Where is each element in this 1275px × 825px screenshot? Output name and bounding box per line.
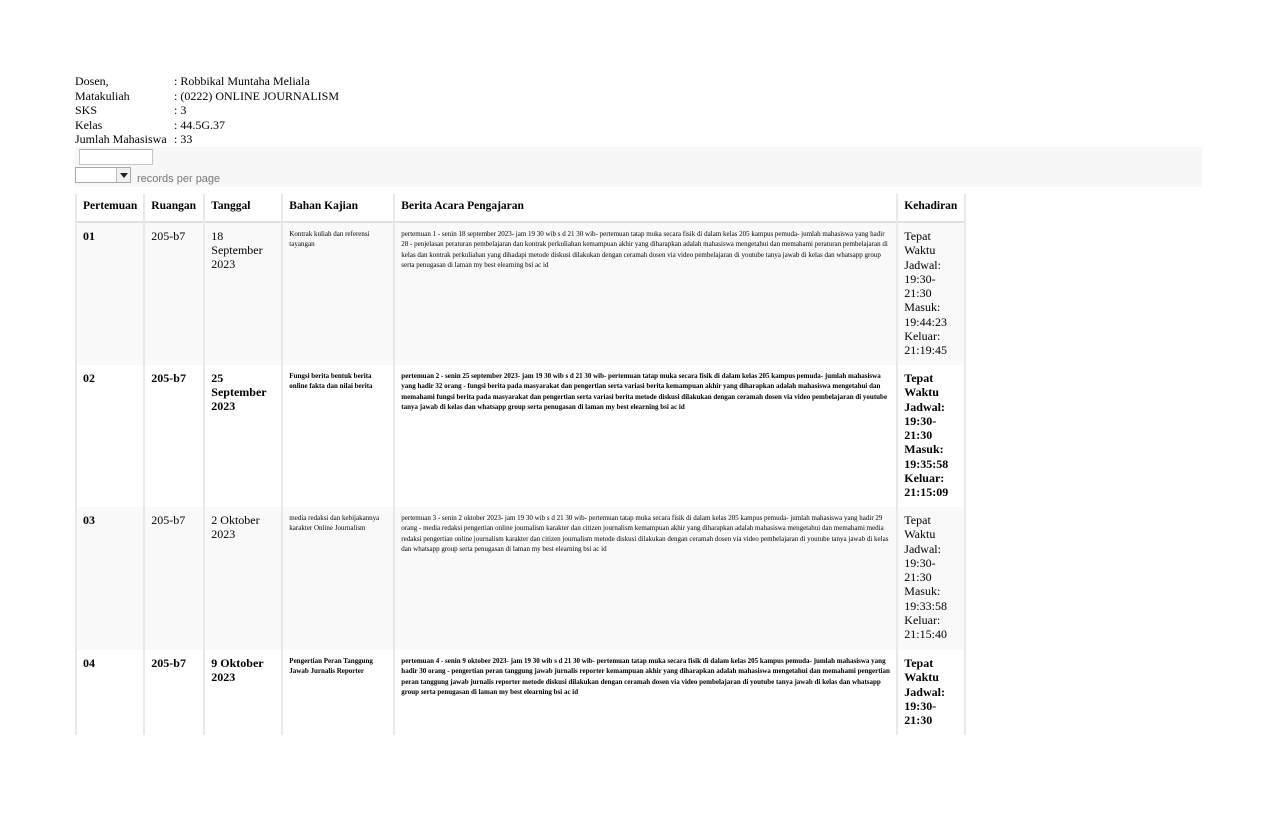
jumlah-mahasiswa-value: : 33 xyxy=(174,132,193,146)
cell-ruangan: 205-b7 xyxy=(145,223,203,365)
matakuliah-value: : (0222) ONLINE JOURNALISM xyxy=(174,88,339,103)
chevron-down-icon[interactable] xyxy=(116,168,130,182)
table-row xyxy=(77,223,964,365)
cell-bahan-kajian: media redaksi dan kebijakannya karakter Online Journalism xyxy=(283,507,393,650)
cell-pertemuan: 03 xyxy=(77,507,143,650)
kelas-value: : 44.5G.37 xyxy=(174,117,225,132)
cell-bahan-kajian: Fungsi berita bentuk berita online fakta dan nilai berita xyxy=(283,365,393,507)
table-row xyxy=(77,507,964,650)
cell-kehadiran: Tepat Waktu Jadwal: 19:30-21:30 Masuk: 19:44:23 Keluar: 21:19:45 xyxy=(898,223,964,365)
table-row xyxy=(77,650,964,735)
cell-berita-acara: pertemuan 2 - senin 25 september 2023- jam 19 30 wib s d 21 30 wib- pertemuan tatap muka secara fisik di dalam kelas 205 kampus pemuda- jumlah mahasiswa yang hadir 32 orang - fungsi berita pada masyarakat dan pengertian serta variasi berita kemampuan akhir yang diharapkan adalah mahasiswa mengetahui dan memahami fungsi berita pada masyarakat dan pengertian serta variasi berita metode diskusi dilakukan dengan ceramah dosen via video pembelajaran di youtube tanya jawab di kelas dan whatsapp group serta penugasan di laman my best elearning bsi ac id xyxy=(395,365,896,507)
schedule-table xyxy=(75,194,966,735)
cell-bahan-kajian: Kontrak kuliah dan referensi tayangan xyxy=(283,223,393,365)
matakuliah-label: Matakuliah xyxy=(75,88,130,103)
cell-ruangan: 205-b7 xyxy=(145,507,203,650)
header-berita-acara[interactable]: Berita Acara Pengajaran xyxy=(395,194,896,223)
cell-berita-acara: pertemuan 1 - senin 18 september 2023- jam 19 30 wib s d 21 30 wib- pertemuan tatap muka secara fisik di dalam kelas 205 kampus pemuda- jumlah mahasiswa yang hadir 28 - penjelasan peraturan pembelajaran dan kontrak perkuliahan kemampuan akhir yang diharapkan adalah mahasiswa mengetahui dan memahami peraturan pembelajaran di kelas dan kontrak perkuliahan yang dihadapi metode diskusi dilakukan dengan ceramah dosen via video pembelajaran di youtube tanya jawab di kelas dan whatsapp group serta penugasan di laman my best elearning bsi ac id xyxy=(395,223,896,365)
cell-pertemuan: 01 xyxy=(77,223,143,365)
dosen-value: : Robbikal Muntaha Meliala xyxy=(174,74,310,88)
sks-label: SKS xyxy=(75,103,98,117)
dosen-label: Dosen, xyxy=(75,74,109,88)
cell-pertemuan: 04 xyxy=(77,650,143,735)
jumlah-mahasiswa-label: Jumlah Mahasiswa xyxy=(75,132,167,146)
cell-kehadiran: Tepat Waktu Jadwal: 19:30-21:30 Masuk: 19:33:58 Keluar: 21:15:40 xyxy=(898,507,964,650)
cell-ruangan: 205-b7 xyxy=(145,365,203,507)
records-per-page-label: records per page xyxy=(137,173,221,185)
cell-kehadiran: Tepat Waktu Jadwal: 19:30-21:30 Masuk: 19:35:58 Keluar: 21:15:09 xyxy=(898,365,964,507)
course-info xyxy=(75,74,339,147)
header-tanggal[interactable]: Tanggal xyxy=(205,194,281,223)
cell-bahan-kajian: Pengertian Peran Tanggung Jawab Jurnalis Reporter xyxy=(283,650,393,735)
cell-tanggal: 2 Oktober 2023 xyxy=(205,507,281,650)
kelas-label: Kelas xyxy=(75,117,103,132)
cell-tanggal: 9 Oktober 2023 xyxy=(205,650,281,735)
cell-pertemuan: 02 xyxy=(77,365,143,507)
cell-berita-acara: pertemuan 3 - senin 2 oktober 2023- jam 19 30 wib s d 21 30 wib- pertemuan tatap muka secara fisik di dalam kelas 205 kampus pemuda- jumlah mahasiswa yang hadir 29 orang - media redaksi pengertian online journalism karakter dan citizen journalism kemampuan akhir yang diharapkan adalah mahasiswa mengetahui dan memahami media redaksi pengertian online journalism karakter dan citizen journalism metode diskusi dilakukan dengan ceramah dosen via video pembelajaran di youtube tanya jawab di kelas dan whatsapp group serta penugasan di laman my best elearning bsi ac id xyxy=(395,507,896,650)
header-ruangan[interactable]: Ruangan xyxy=(145,194,203,223)
cell-tanggal: 18 September 2023 xyxy=(205,223,281,365)
header-pertemuan[interactable]: Pertemuan xyxy=(77,194,143,223)
cell-kehadiran: Tepat Waktu Jadwal: 19:30-21:30 xyxy=(898,650,964,735)
cell-tanggal: 25 September 2023 xyxy=(205,365,281,507)
records-per-page-select[interactable] xyxy=(75,167,131,183)
header-kehadiran[interactable]: Kehadiran xyxy=(898,194,964,223)
search-input[interactable] xyxy=(79,149,153,165)
cell-ruangan: 205-b7 xyxy=(145,650,203,735)
table-controls xyxy=(75,147,1202,187)
table-row xyxy=(77,365,964,507)
cell-berita-acara: pertemuan 4 - senin 9 oktober 2023- jam 19 30 wib s d 21 30 wib- pertemuan tatap muka secara fisik di dalam kelas 205 kampus pemuda- jumlah mahasiswa yang hadir 30 orang - pengertian peran tanggung jawab jurnalis reporter kemampuan akhir yang diharapkan adalah mahasiswa mengetahui dan memahami pengertian peran tanggung jawab jurnalis reporter metode diskusi dilakukan dengan ceramah dosen via video pembelajaran di youtube tanya jawab di kelas dan whatsapp group serta penugasan di laman my best elearning bsi ac id xyxy=(395,650,896,735)
sks-value: : 3 xyxy=(174,103,187,117)
table-header-row xyxy=(77,194,964,223)
header-bahan-kajian[interactable]: Bahan Kajian xyxy=(283,194,393,223)
